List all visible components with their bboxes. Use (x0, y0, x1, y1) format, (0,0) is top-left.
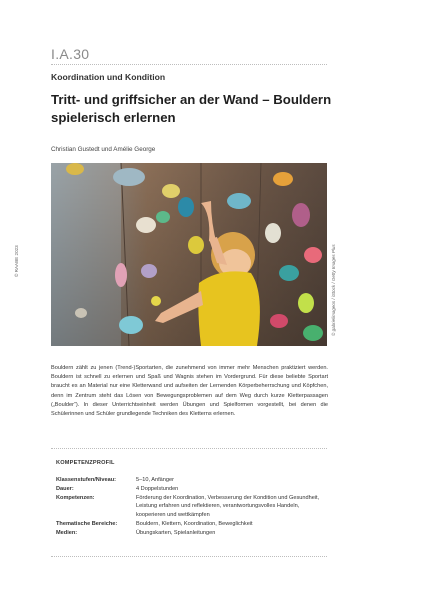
profile-divider-top (51, 448, 327, 449)
competence-profile-table (56, 476, 324, 538)
table-row (56, 520, 324, 529)
authors: Christian Gustedt und Amélie George (51, 146, 156, 153)
profile-value: Förderung der Koordination, Verbesserung der Kondition und Gesundheit, Leistung erfahren und reflektieren, verantwortungsvolles Handeln, kooperieren und wettkämpfen (136, 494, 320, 519)
intro-text: Bouldern zählt zu jenen (Trend-)Sportarten, die zunehmend von immer mehr Menschen praktiziert werden. Bouldern ist schnell zu erlernen und Spaß und Wagnis stehen im Vordergrund. Für diese beliebte Sportart braucht es an Material nur eine Kletterwand und aufseiten der Lernenden Körperbeherrschung und Köpfchen, denn im Zentrum steht das Lösen von Bewegungsproblemen auf dem Weg durch kurze Kletterpassagen („Boulder“). In dieser Unterrichtseinheit werden Übungen und Spielformen vorgestellt, bei denen die Schülerinnen und Schüler grundlegende Techniken des Kletterns erlernen. (51, 365, 328, 418)
code-divider (51, 64, 327, 65)
profile-value: 4 Doppelstunden (136, 485, 179, 492)
profile-key: Thematische Bereiche: (56, 520, 118, 527)
page-title: Tritt- und griffsicher an der Wand – Bouldern spielerisch erlernen (51, 92, 332, 125)
profile-value: 5–10, Anfänger (136, 477, 174, 483)
profile-divider-bottom (51, 556, 327, 557)
section-label: Koordination und Kondition (51, 72, 166, 82)
table-row (56, 485, 324, 494)
table-row (56, 476, 324, 485)
table-row (56, 529, 324, 538)
profile-key: Dauer: (56, 485, 74, 492)
profile-key: Klassenstufen/Niveau: (56, 477, 116, 483)
profile-value: Übungskarten, Spielanleitungen (136, 529, 216, 536)
document-code: I.A.30 (51, 46, 90, 62)
climbing-photo (51, 163, 327, 346)
profile-value: Bouldern, Klettern, Koordination, Beweglichkeit (136, 520, 253, 527)
profile-key: Medien: (56, 529, 78, 536)
photo-credit: © gabrielimageos / iStock / Getty Images Plus (331, 244, 336, 336)
table-row (56, 494, 324, 520)
copyright-note: © RAABE 2023 (14, 245, 19, 277)
profile-key: Kompetenzen: (56, 494, 95, 501)
profile-heading: KOMPETENZPROFIL (56, 460, 115, 466)
